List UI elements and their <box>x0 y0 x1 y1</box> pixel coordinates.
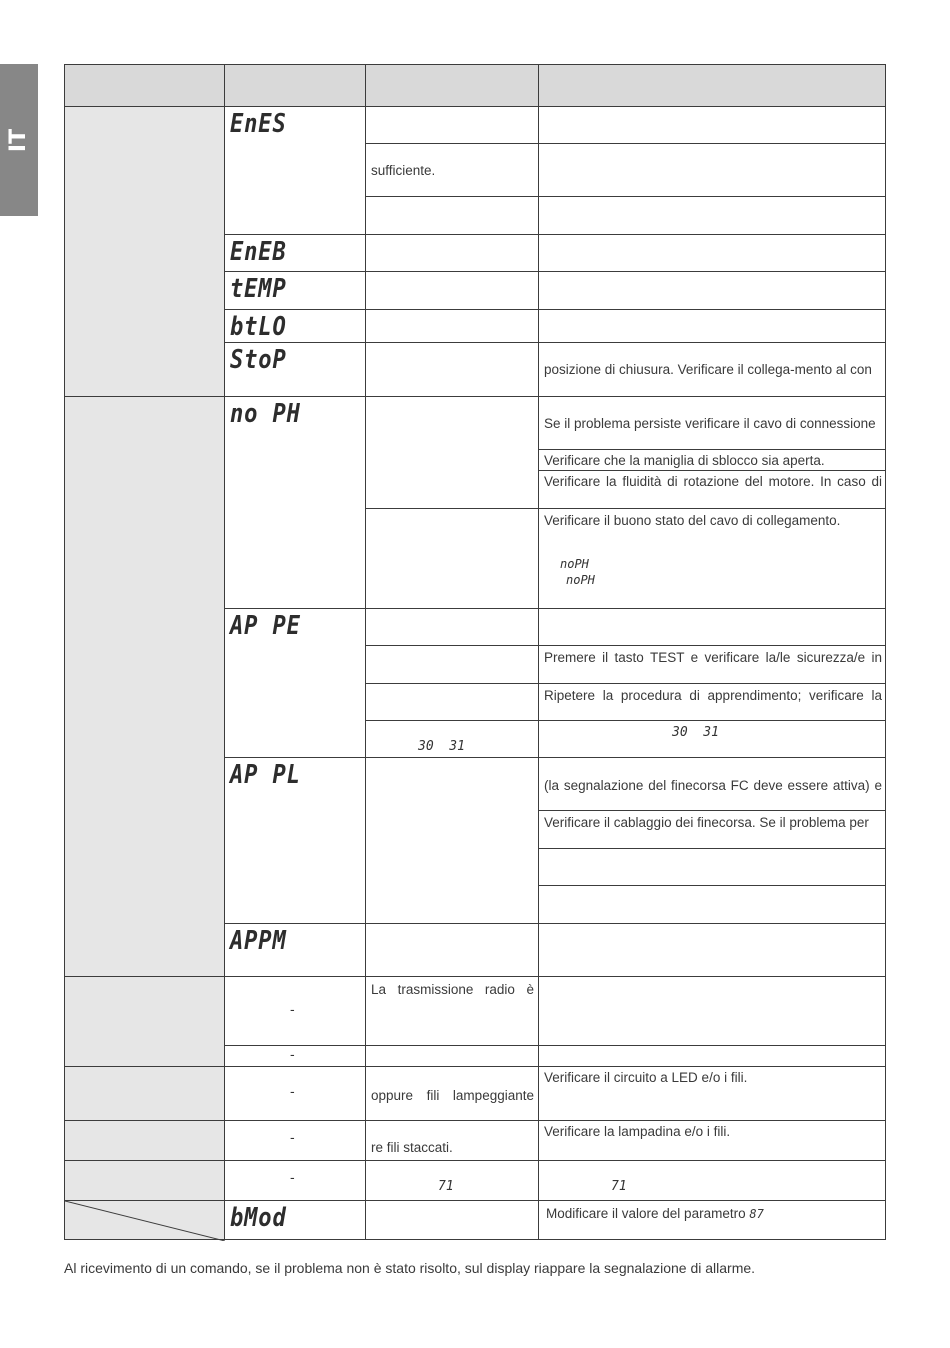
footer-note: Al ricevimento di un comando, se il problema non è stato risolto, sul display riappare la segnalazione di allarme. <box>64 1260 756 1276</box>
solution-text-noph-4: Verificare il buono stato del cavo di collegamento. <box>544 513 841 528</box>
cause-text-enes-2: sufficiente. <box>371 163 436 178</box>
language-tab-label: IT <box>6 128 32 152</box>
error-code-stop: StoP <box>230 345 287 375</box>
cause-cell-appe-1 <box>365 608 538 645</box>
error-code-btlo: btLO <box>230 312 287 342</box>
group-cell-2 <box>64 396 224 976</box>
cause-cell-noph-1 <box>365 396 538 508</box>
solution-cell-appl-4 <box>538 885 886 923</box>
cause-cell-temp <box>365 271 538 309</box>
dash-1: - <box>290 1001 295 1017</box>
solution-text-led: Verificare il circuito a LED e/o i fili. <box>544 1070 748 1085</box>
solution-cell-appl-2 <box>538 810 886 848</box>
solution-text-stop: posizione di chiusura. Verificare il collega-mento al con <box>544 362 872 377</box>
solution-cell-appe-1 <box>538 608 886 645</box>
cause-cell-appl <box>365 757 538 923</box>
cause-param-number: 71 <box>438 1179 454 1194</box>
solution-cell-appe-2 <box>538 645 886 683</box>
group-cell-5 <box>64 1120 224 1160</box>
solution-cell-enes-1 <box>538 106 886 143</box>
solution-cell-stop <box>538 342 886 396</box>
solution-cell-temp <box>538 271 886 309</box>
cause-cell-radio-2 <box>365 1045 538 1066</box>
error-code-appe: AP PE <box>230 611 301 641</box>
solution-text-noph-3: Verificare la fluidità di rotazione del motore. In caso di <box>544 474 882 489</box>
code-cell-lamp <box>224 1120 365 1160</box>
cause-cell-btlo <box>365 309 538 342</box>
solution-code-noph-a: noPH <box>560 557 589 571</box>
solution-text-appl-2: Verificare il cablaggio dei finecorsa. Se il problema per <box>544 815 869 830</box>
troubleshooting-table <box>64 64 886 1240</box>
code-cell-led <box>224 1066 365 1120</box>
header-cell-2 <box>224 64 365 106</box>
group-cell-4 <box>64 1066 224 1120</box>
code-cell-appl <box>224 757 365 923</box>
solution-param-number: 71 <box>611 1179 627 1194</box>
solution-cell-led <box>538 1066 886 1120</box>
error-code-temp: tEMP <box>230 274 287 304</box>
solution-text-appe-2: Premere il tasto TEST e verificare la/le sicurezza/e in <box>544 650 882 665</box>
cause-cell-param <box>365 1160 538 1200</box>
solution-param-numbers: 30 31 <box>672 725 719 740</box>
code-cell-btlo <box>224 309 365 342</box>
error-code-eneb: EnEB <box>230 237 287 267</box>
cause-cell-appe-2 <box>365 645 538 683</box>
group-cell-7 <box>64 1200 224 1240</box>
solution-cell-noph-4 <box>538 508 886 608</box>
cause-cell-led <box>365 1066 538 1120</box>
solution-text-bmod <box>546 1205 882 1223</box>
solution-cell-appl-1 <box>538 757 886 810</box>
group-cell-3 <box>64 976 224 1066</box>
solution-text-noph-1: Se il problema persiste verificare il cavo di connessione <box>544 416 876 431</box>
diagonal-line <box>65 1201 225 1241</box>
cause-cell-bmod <box>365 1200 538 1240</box>
error-code-appm: APPM <box>230 926 287 956</box>
cause-cell-radio-1 <box>365 976 538 1045</box>
solution-cell-lamp <box>538 1120 886 1160</box>
cause-cell-eneb <box>365 234 538 271</box>
cause-cell-noph-2 <box>365 508 538 608</box>
header-cell-1 <box>64 64 224 106</box>
cause-text-radio: La trasmissione radio è <box>371 982 534 997</box>
cause-param-numbers: 30 31 <box>418 739 465 754</box>
dash-5: - <box>290 1169 295 1185</box>
group-cell-6 <box>64 1160 224 1200</box>
solution-cell-enes-3 <box>538 196 886 234</box>
solution-cell-noph-2 <box>538 449 886 470</box>
solution-cell-enes-2 <box>538 143 886 196</box>
cause-text-led: oppure fili lampeggiante <box>371 1088 534 1103</box>
solution-text-bmod-label: Modificare il valore del parametro <box>546 1206 746 1221</box>
solution-text-appl-1: (la segnalazione del finecorsa FC deve essere attiva) e <box>544 778 882 793</box>
cause-cell-enes-2 <box>365 143 538 196</box>
solution-cell-btlo <box>538 309 886 342</box>
code-cell-appe <box>224 608 365 757</box>
code-cell-temp <box>224 271 365 309</box>
solution-text-noph-2: Verificare che la maniglia di sblocco sia aperta. <box>544 453 825 468</box>
code-cell-appm <box>224 923 365 976</box>
cause-text-lamp: re fili staccati. <box>371 1140 453 1155</box>
solution-text-appe-3: Ripetere la procedura di apprendimento; verificare la <box>544 688 882 703</box>
solution-cell-appe-3 <box>538 683 886 720</box>
header-cell-4 <box>538 64 886 106</box>
solution-cell-radio-2 <box>538 1045 886 1066</box>
code-cell-eneb <box>224 234 365 271</box>
solution-cell-eneb <box>538 234 886 271</box>
solution-cell-radio-1 <box>538 976 886 1045</box>
solution-cell-noph-3 <box>538 470 886 508</box>
solution-cell-param <box>538 1160 886 1200</box>
solution-cell-appl-3 <box>538 848 886 885</box>
solution-text-lamp: Verificare la lampadina e/o i fili. <box>544 1124 731 1139</box>
cause-cell-appm <box>365 923 538 976</box>
code-cell-bmod <box>224 1200 365 1240</box>
cause-cell-appe-3 <box>365 683 538 720</box>
cause-cell-stop <box>365 342 538 396</box>
solution-cell-noph-1 <box>538 396 886 449</box>
code-cell-enes <box>224 106 365 234</box>
dash-2: - <box>290 1046 295 1062</box>
error-code-appl: AP PL <box>230 760 301 790</box>
dash-4: - <box>290 1129 295 1145</box>
code-cell-radio-1 <box>224 976 365 1045</box>
solution-code-noph-b: noPH <box>566 573 595 587</box>
code-cell-noph <box>224 396 365 608</box>
solution-cell-bmod <box>538 1200 886 1240</box>
cause-cell-enes-3 <box>365 196 538 234</box>
code-cell-radio-2 <box>224 1045 365 1066</box>
cause-cell-appe-4 <box>365 720 538 757</box>
solution-cell-appe-4 <box>538 720 886 757</box>
error-code-enes: EnES <box>230 109 287 139</box>
cause-cell-lamp <box>365 1120 538 1160</box>
code-cell-stop <box>224 342 365 396</box>
solution-bmod-param: 87 <box>749 1207 764 1221</box>
solution-cell-appm <box>538 923 886 976</box>
group-cell-1 <box>64 106 224 396</box>
language-tab <box>0 64 38 216</box>
error-code-bmod: bMod <box>230 1203 287 1233</box>
header-cell-3 <box>365 64 538 106</box>
error-code-noph: no PH <box>230 399 301 429</box>
dash-3: - <box>290 1083 295 1099</box>
code-cell-param <box>224 1160 365 1200</box>
cause-cell-enes-1 <box>365 106 538 143</box>
